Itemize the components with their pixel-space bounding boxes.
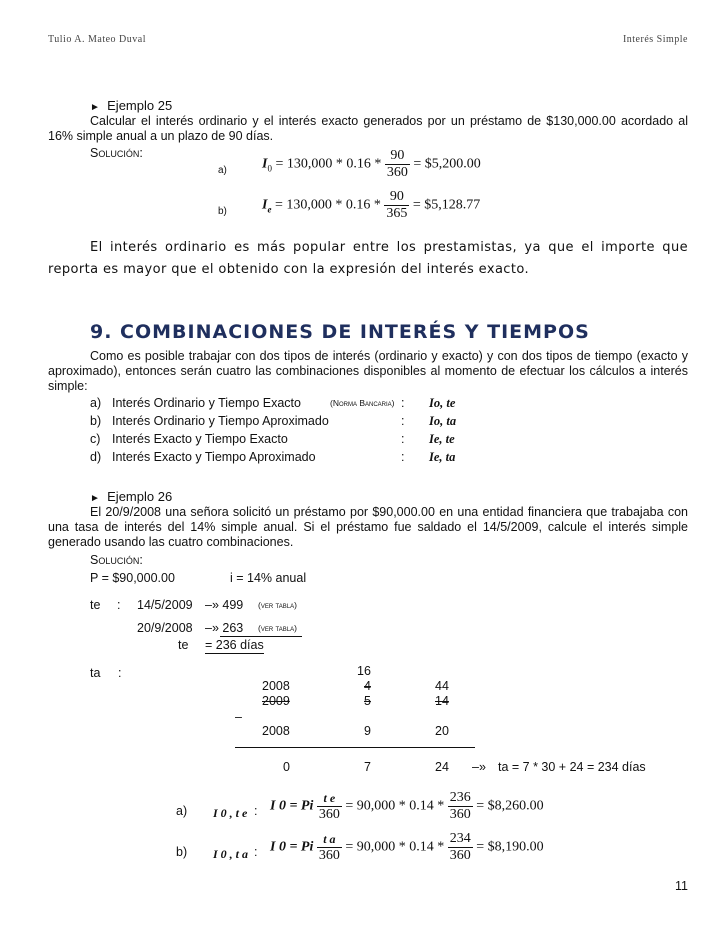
eq-interes-exacto: $I_e = 130,000 * 0.16$ * $\frac{90}{365}$ = $5,128.77	[262, 189, 481, 221]
rate-line: i = 14% anual	[230, 571, 307, 585]
ta-arrow: –»	[472, 760, 486, 774]
example-25-solution-label: Solución:	[90, 146, 143, 160]
te-result-label: te	[178, 638, 189, 652]
formula-a-label: a)	[176, 804, 188, 818]
te-date-1-note: (ver tabla)	[258, 600, 297, 610]
ta-carry: 16	[357, 664, 371, 678]
example-26-statement: El 20/9/2008 una señora solicitó un préstamo por $90,000.00 en una entidad financiera que trabajaba con una tasa de interés del 14% simple anual. Si el préstamo fue saldado el 14/5/2009, calcule el interés simple generado usando las cuatro combinaciones.	[48, 505, 688, 549]
ta-row3-month: 9	[364, 724, 371, 738]
list-item: a) Interés Ordinario y Tiempo Exacto (Norma Bancaria) : Io, te	[90, 396, 456, 410]
te-date-2-note: (ver tabla)	[258, 623, 297, 633]
example-25-title: Ejemplo 25	[107, 98, 173, 113]
section-9-intro: Como es posible trabajar con dos tipos de interés (ordinario y exacto) y con dos tipos de tiempo (exacto y aproximado), entonces serán cuatro las combinaciones disponibles al momento de efectuar los cálculos a interés simple:	[48, 349, 688, 393]
te-date-1-days: –» 499	[205, 598, 244, 612]
ta-row3-year: 2008	[262, 724, 290, 738]
ta-row2-month: 5	[364, 694, 371, 708]
ta-row1-year: 2008	[262, 679, 290, 693]
page-number: 11	[675, 879, 688, 893]
ta-row2-year: 2009	[262, 694, 290, 708]
formula-b-pair: I 0 , t a	[213, 847, 249, 861]
ta-row4-day: 24	[435, 760, 449, 774]
te-result: = 236 días	[205, 638, 264, 652]
ta-row1-day: 44	[435, 679, 449, 693]
ta-label: ta	[90, 666, 101, 680]
te-rule	[220, 636, 302, 637]
header-title: Interés Simple	[622, 34, 688, 45]
formula-a-pair: I 0 , t e	[213, 806, 248, 820]
te-date-2-days: –» 263	[205, 621, 244, 635]
list-item: b) Interés Ordinario y Tiempo Aproximado : Io, ta	[90, 414, 457, 428]
section-9-title: 9. COMBINACIONES DE INTERÉS Y TIEMPOS	[90, 321, 590, 343]
ta-final: ta = 7 * 30 + 24 = 234 días	[498, 760, 646, 774]
te-date-2: 20/9/2008	[137, 621, 193, 635]
list-item: d) Interés Exacto y Tiempo Aproximado : Ie, ta	[90, 450, 456, 464]
te-date-1: 14/5/2009	[137, 598, 193, 612]
formula-a: I 0 = Pi $\frac{\text{t e}}{360}$ = 90,000 * 0.14 * $\frac{236}{360}$ = $8,260.00	[270, 790, 544, 822]
formula-b: I 0 = Pi $\frac{\text{t a}}{360}$ = 90,000 * 0.14 * $\frac{234}{360}$ = $8,190.00	[270, 831, 544, 863]
te-label: te	[90, 598, 101, 612]
example-25-comment: El interés ordinario es más popular entre los prestamistas, ya que el importe que reporta es mayor que el obtenido con la expresión del interés exacto.	[48, 240, 688, 277]
ta-row4-month: 7	[364, 760, 371, 774]
ta-row4-year: 0	[283, 760, 290, 774]
example-25-heading	[90, 98, 172, 113]
formula-b-label: b)	[176, 845, 188, 859]
header-author: Tulio A. Mateo Duval	[48, 34, 146, 45]
triangle-bullet-icon: ►	[90, 493, 100, 504]
ta-minus: –	[235, 710, 242, 724]
formula-b-colon: :	[254, 845, 258, 859]
eq-a-label: a)	[218, 165, 227, 176]
ta-row2-day: 14	[435, 694, 449, 708]
eq-interes-ordinario: $I_0 = 130,000 * 0.16$ * $\frac{90}{360}$ = $5,200.00	[262, 148, 481, 180]
ta-rule	[235, 747, 475, 748]
principal-line: P = $90,000.00	[90, 571, 175, 585]
example-26-title: Ejemplo 26	[107, 489, 173, 504]
triangle-bullet-icon: ►	[90, 102, 100, 113]
example-26-heading	[90, 489, 172, 504]
list-item: c) Interés Exacto y Tiempo Exacto : Ie, te	[90, 432, 455, 446]
example-26-solution-label: Solución:	[90, 553, 143, 567]
te-colon: :	[117, 598, 121, 612]
example-25-statement: Calcular el interés ordinario y el interés exacto generados por un préstamo de $130,000.00 acordado al 16% simple anual a un plazo de 90 días.	[48, 114, 688, 143]
ta-row3-day: 20	[435, 724, 449, 738]
eq-b-label: b)	[218, 206, 227, 217]
formula-a-colon: :	[254, 804, 258, 818]
ta-row1-month: 4	[364, 679, 371, 693]
ta-colon: :	[118, 666, 122, 680]
